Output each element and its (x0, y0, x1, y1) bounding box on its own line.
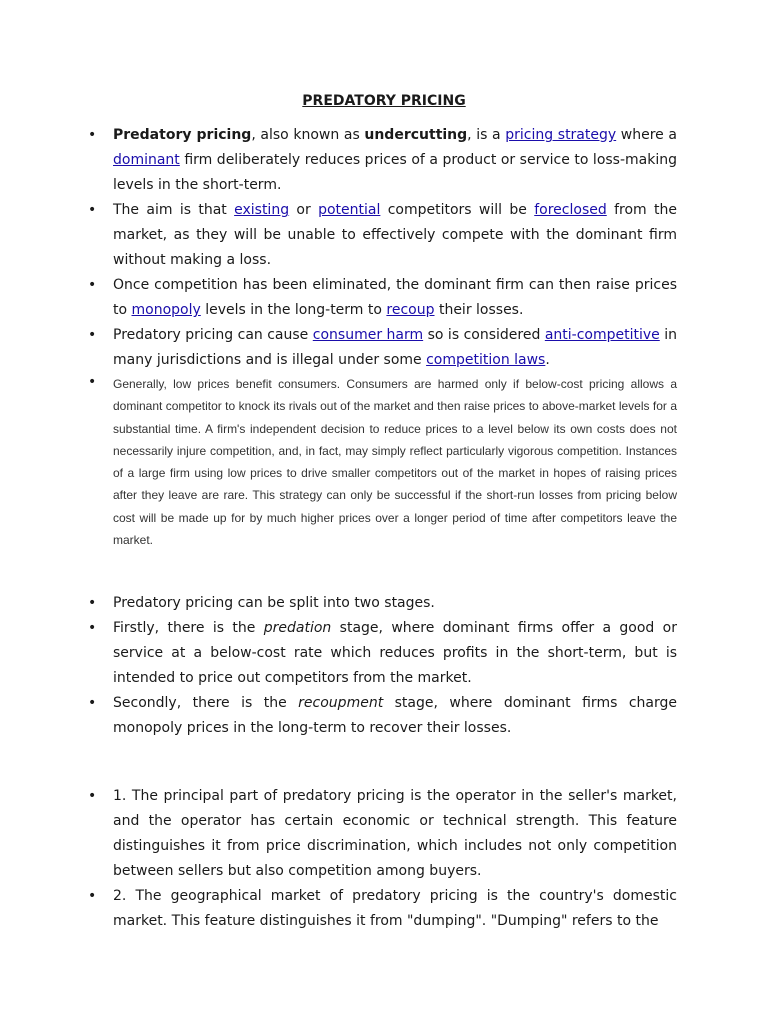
link-foreclosed[interactable]: foreclosed (534, 202, 607, 218)
list-item: • Predatory pricing can be split into two stages. (113, 591, 677, 616)
bullet-list-definition (113, 123, 677, 551)
bullet-list-stages (113, 591, 677, 741)
italic-term: predation (263, 620, 332, 636)
bold-term: Predatory pricing (113, 127, 252, 143)
link-monopoly[interactable]: monopoly (131, 302, 201, 318)
list-item: • 1. The principal part of predatory pricing is the operator in the seller's market, and the operator has certain economic or technical strength. This feature distinguishes it from price discrimination, which includes not only competition between sellers but also competition among buyers. (113, 784, 677, 884)
list-item: • Secondly, there is the recoupment stage, where dominant firms charge monopoly prices in the long-term to recover their losses. (113, 691, 677, 741)
list-item: • Predatory pricing can cause consumer harm so is considered anti-competitive in many jurisdictions and is illegal under some competition laws. (113, 323, 677, 373)
bold-term: undercutting (364, 127, 468, 143)
page-title: PREDATORY PRICING (302, 93, 466, 109)
link-recoup[interactable]: recoup (386, 302, 435, 318)
list-item: • Firstly, there is the predation stage, where dominant firms offer a good or service at a below-cost rate which reduces profits in the short-term, but is intended to price out competitors from the market. (113, 616, 677, 691)
link-anti-competitive[interactable]: anti-competitive (544, 327, 660, 343)
link-dominant[interactable]: dominant (113, 152, 180, 168)
italic-term: recoupment (298, 695, 384, 711)
link-existing[interactable]: existing (234, 202, 290, 218)
list-item: • Generally, low prices benefit consumers. Consumers are harmed only if below-cost pricing allows a dominant competitor to knock its rivals out of the market and then raise prices to above-market levels for a substantial time. A firm's independent decision to reduce prices to a level below its own costs does not necessarily injure competition, and, in fact, may simply reflect particularly vigorous competition. Instances of a large firm using low prices to drive smaller competitors out of the market in hopes of raising prices after they leave are rare. This strategy can only be successful if the short-run losses from pricing below cost will be made up for by much higher prices over a longer period of time after competitors leave the market. (113, 373, 677, 551)
list-item: • Once competition has been eliminated, the dominant firm can then raise prices to monopoly levels in the long-term to recoup their losses. (113, 273, 677, 323)
list-item: • The aim is that existing or potential competitors will be foreclosed from the market, as they will be unable to effectively compete with the dominant firm without making a loss. (113, 198, 677, 273)
list-item: • Predatory pricing, also known as undercutting, is a pricing strategy where a dominant firm deliberately reduces prices of a product or service to loss-making levels in the short-term. (113, 123, 677, 198)
link-competition-laws[interactable]: competition laws (426, 352, 546, 368)
list-item: • 2. The geographical market of predatory pricing is the country's domestic market. This feature distinguishes it from "dumping". "Dumping" refers to the (113, 884, 677, 934)
link-potential[interactable]: potential (318, 202, 381, 218)
link-consumer-harm[interactable]: consumer harm (312, 327, 424, 343)
link-pricing-strategy[interactable]: pricing strategy (505, 127, 617, 143)
bullet-list-features (113, 784, 677, 934)
